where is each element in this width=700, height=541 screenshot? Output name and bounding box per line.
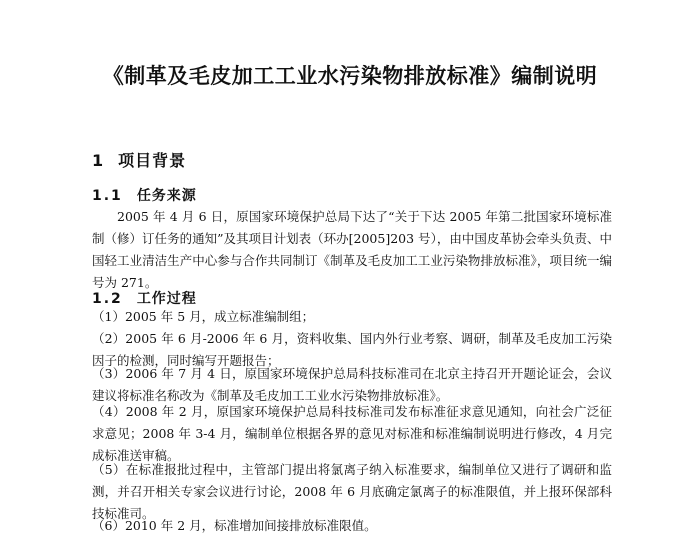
section-heading-1	[92, 148, 186, 171]
subsection-title: 工作过程	[136, 291, 197, 307]
section-number: 1	[92, 151, 105, 170]
subsection-heading-1-2	[92, 288, 197, 308]
subsection-number: 1.1	[92, 188, 123, 204]
subsection-number: 1.2	[92, 291, 123, 307]
subsection-heading-1-1	[92, 185, 197, 205]
work-process-item-4: （4）2008 年 2 月，原国家环境保护总局科技标准司发布标准征求意见通知，向社会广泛征求意见；2008 年 3-4 月，编制单位根据各界的意见对标准和标准编制说明进行修改，4 月完成标准送审稿。	[92, 404, 612, 463]
work-process-item-3: （3）2006 年 7 月 4 日，原国家环境保护总局科技标准司在北京主持召开开题论证会，会议建议将标准名称改为《制革及毛皮加工工业水污染物排放标准》。	[92, 366, 612, 403]
document-title: 《制革及毛皮加工工业水污染物排放标准》编制说明	[102, 64, 598, 88]
section-title: 项目背景	[118, 151, 187, 170]
work-process-item-5: （5）在标准报批过程中，主管部门提出将氯离子纳入标准要求，编制单位又进行了调研和监测，并召开相关专家会议进行讨论，2008 年 6 月底确定氯离子的标准限值，并上报环保部科技标准司。	[92, 462, 612, 521]
work-process-item-6: （6）2010 年 2 月，标准增加间接排放标准限值。	[92, 518, 377, 533]
work-process-item-2: （2）2005 年 6 月-2006 年 6 月，资料收集、国内外行业考察、调研，制革及毛皮加工污染因子的检测，同时编写开题报告；	[92, 331, 612, 368]
work-process-item-1: （1）2005 年 5 月，成立标准编制组；	[92, 309, 315, 324]
subsection-title: 任务来源	[136, 188, 197, 204]
task-source-paragraph: 2005 年 4 月 6 日，原国家环境保护总局下达了“关于下达 2005 年第二批国家环境标准制（修）订任务的通知”及其项目计划表（环办[2005]203 号），由中国皮革协会牵头负责、中国轻工业清洁生产中心参与合作共同制订《制革及毛皮加工工业污染物排放标准》，项目统一编号为 271。	[92, 209, 612, 290]
